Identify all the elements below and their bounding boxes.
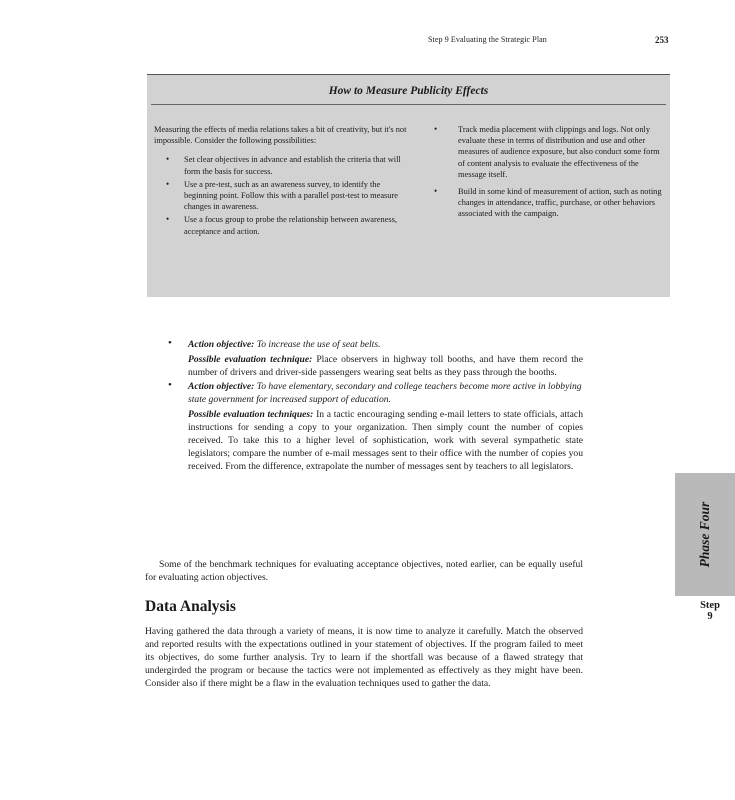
technique-label: Possible evaluation techniques: (188, 409, 314, 420)
list-item-text: Build in some kind of measurement of action, such as noting changes in attendance, traffic, purchase, or other behaviors associated with the campaign. (458, 187, 662, 219)
sidebar-box-divider (151, 104, 666, 105)
sidebar-intro: Measuring the effects of media relations takes a bit of creativity, but it's not impossible. Consider the following possibilities: (154, 125, 407, 146)
running-head: Step 9 Evaluating the Strategic Plan (428, 35, 547, 44)
objective-line (188, 338, 583, 351)
bullet-icon: • (168, 337, 172, 349)
sidebar-left-column (154, 124, 409, 239)
list-item (166, 179, 409, 213)
objective-item (168, 338, 583, 379)
list-item (434, 186, 666, 220)
publicity-sidebar-box (147, 74, 670, 297)
sidebar-right-bullet-list (434, 124, 666, 220)
objective-text: To increase the use of seat belts. (256, 339, 381, 350)
objective-item (168, 380, 583, 473)
benchmark-paragraph: Some of the benchmark techniques for evaluating acceptance objectives, noted earlier, can be equally useful for evaluating action objectives. (145, 559, 583, 583)
list-item-text: Set clear objectives in advance and establish the criteria that will form the basis for success. (184, 155, 401, 176)
bullet-icon: • (166, 214, 170, 225)
technique-line (188, 408, 583, 473)
objective-label: Action objective: (188, 381, 255, 392)
objective-label: Action objective: (188, 339, 255, 350)
list-item (166, 214, 409, 236)
step-word: Step (700, 600, 720, 611)
step-number: 9 (707, 611, 713, 622)
bullet-icon: • (434, 124, 438, 134)
analysis-paragraph: Having gathered the data through a variety of means, it is now time to analyze it carefully. Match the observed and reported results with the expectations outlined in your statement of objectives. If the program failed to meet its objectives, do some further analysis. Try to learn if the shortfall was because of a flawed strategy that undergirded the program or because the tactics were not implemented as effectively as they might have been. Consider also if there might be a flaw in the evaluation techniques used to gather the data. (145, 626, 583, 689)
objective-text: To have elementary, secondary and college teachers become more active in lobbying state government for increased support of education. (188, 381, 582, 405)
phase-label: Phase Four (697, 501, 712, 568)
list-item (434, 124, 666, 180)
bullet-icon: • (166, 178, 170, 189)
section-heading: Data Analysis (145, 598, 236, 615)
page-number: 253 (655, 35, 669, 45)
sidebar-left-bullet-list (154, 154, 409, 236)
sidebar-right-column (434, 124, 666, 226)
bullet-icon: • (168, 379, 172, 391)
list-item-text: Track media placement with clippings and logs. Not only evaluate these in terms of distribution and use and other measures of audience exposure, but also conduct some form of content analysis to evaluate the effectiveness of the message itself. (458, 125, 660, 179)
phase-tab (675, 473, 735, 596)
list-item (166, 154, 409, 176)
objective-line (188, 380, 583, 406)
technique-text: Place observers in highway toll booths, and have them record the number of drivers and driver-side passengers wearing seat belts as they pass through the booths. (188, 354, 583, 378)
technique-label: Possible evaluation technique: (188, 354, 313, 365)
step-label (685, 600, 735, 622)
bullet-icon: • (434, 186, 438, 197)
technique-line (188, 353, 583, 379)
list-item-text: Use a pre-test, such as an awareness survey, to identify the beginning point. Follow this with a parallel post-test to measure changes in awareness. (184, 179, 398, 212)
action-objectives-list (168, 338, 583, 474)
sidebar-box-title: How to Measure Publicity Effects (328, 85, 489, 97)
technique-text: In a tactic encouraging sending e-mail letters to state officials, attach instructions for sending a copy to your organization. Then simply count the number of copies received. To take this to a higher level of sophistication, work with several sympathetic state legislators; compare the number of e-mail messages sent to their office with the number of copies you received. From the difference, extrapolate the number of messages sent by teachers to all legislators. (188, 409, 583, 472)
list-item-text: Use a focus group to probe the relationship between awareness, acceptance and action. (184, 215, 398, 236)
bullet-icon: • (166, 154, 170, 165)
